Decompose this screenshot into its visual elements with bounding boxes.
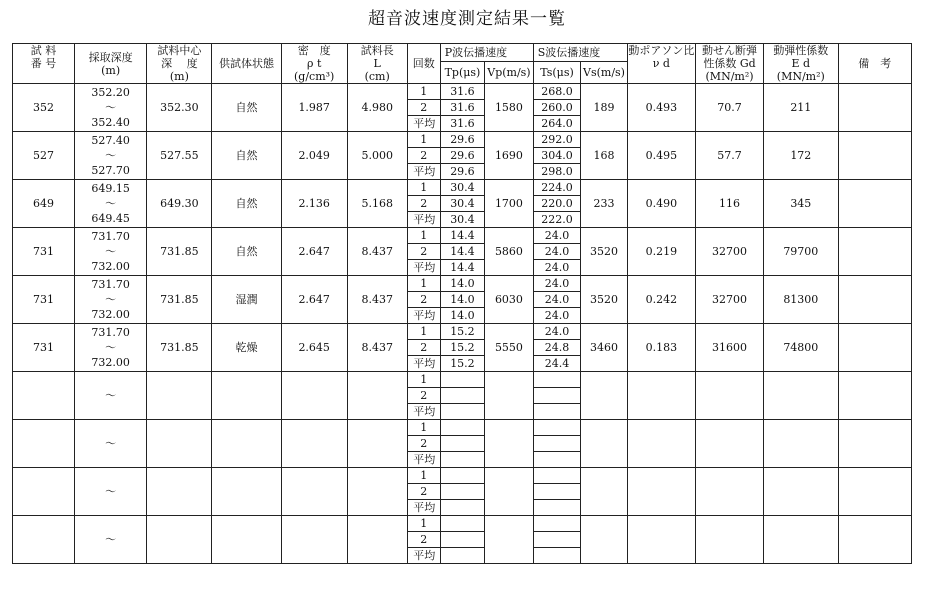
elastic-modulus-cell [764,420,838,468]
tp-cell [440,452,484,468]
condition-cell [212,516,281,564]
depth-range-cell [74,468,146,516]
table-row [13,132,912,148]
count-cell: 1 [407,276,440,292]
header-count: 回数 [407,44,440,84]
sample-no-cell [13,516,75,564]
remarks-cell [838,276,911,324]
vs-cell [581,468,628,516]
tp-cell: 14.0 [440,276,484,292]
count-cell: 2 [407,484,440,500]
depth-tilde: ～ [105,389,117,402]
condition-cell [212,420,281,468]
condition-cell [212,372,281,420]
condition-cell: 自然 [212,84,281,132]
tp-cell: 15.2 [440,356,484,372]
shear-modulus-cell [695,372,763,420]
header-vs: Vs(m/s) [581,62,628,84]
center-depth-cell [147,420,212,468]
count-cell: 平均 [407,212,440,228]
tp-cell [440,372,484,388]
tp-cell: 31.6 [440,116,484,132]
vp-cell [485,420,534,468]
ts-cell [533,468,581,484]
sample-no-cell: 527 [13,132,75,180]
depth-top: 731.70 [91,326,130,339]
tp-cell [440,516,484,532]
count-cell: 1 [407,468,440,484]
center-depth-cell: 649.30 [147,180,212,228]
header-density: 密 度 ρ t (g/cm³) [281,44,347,84]
ts-cell [533,372,581,388]
ts-cell: 220.0 [533,196,581,212]
remarks-cell [838,132,911,180]
tp-cell: 15.2 [440,340,484,356]
depth-tilde: ～ [105,437,117,450]
vs-cell: 233 [581,180,628,228]
depth-tilde: ～ [105,485,117,498]
ts-cell: 224.0 [533,180,581,196]
vs-cell [581,516,628,564]
density-cell: 1.987 [281,84,347,132]
count-cell: 平均 [407,356,440,372]
count-cell: 1 [407,228,440,244]
depth-bottom: 732.00 [91,308,130,321]
depth-range-cell [74,324,146,372]
sample-no-cell: 649 [13,180,75,228]
tp-cell: 30.4 [440,212,484,228]
depth-top: 527.40 [91,134,130,147]
count-cell: 1 [407,516,440,532]
table-header [13,44,912,84]
sample-no-cell [13,372,75,420]
table-row [13,468,912,484]
header-s-wave: S波伝播速度 [533,44,627,62]
elastic-modulus-cell: 81300 [764,276,838,324]
count-cell: 1 [407,324,440,340]
depth-bottom: 732.00 [91,260,130,273]
elastic-modulus-cell [764,372,838,420]
depth-range-cell [74,132,146,180]
center-depth-cell [147,372,212,420]
poisson-cell: 0.493 [627,84,695,132]
elastic-modulus-cell: 74800 [764,324,838,372]
header-shear-modulus: 動せん断弾 性係数 Gd (MN/m²) [695,44,763,84]
tp-cell [440,500,484,516]
poisson-cell [627,372,695,420]
table-row [13,324,912,340]
depth-top: 731.70 [91,278,130,291]
header-tp: Tp(μs) [440,62,484,84]
depth-top: 352.20 [91,86,130,99]
center-depth-cell: 352.30 [147,84,212,132]
condition-cell: 自然 [212,228,281,276]
vs-cell: 168 [581,132,628,180]
depth-tilde: ～ [105,293,117,306]
length-cell [347,516,407,564]
vs-cell: 3520 [581,276,628,324]
depth-range-cell [74,228,146,276]
shear-modulus-cell: 70.7 [695,84,763,132]
sample-no-cell: 731 [13,276,75,324]
sample-no-cell [13,420,75,468]
poisson-cell: 0.495 [627,132,695,180]
header-length: 試料長 L (cm) [347,44,407,84]
count-cell: 2 [407,244,440,260]
vs-cell: 3460 [581,324,628,372]
ts-cell: 304.0 [533,148,581,164]
elastic-modulus-cell: 345 [764,180,838,228]
depth-range-cell [74,180,146,228]
ts-cell [533,452,581,468]
remarks-cell [838,180,911,228]
shear-modulus-cell: 32700 [695,276,763,324]
depth-bottom: 527.70 [91,164,130,177]
tp-cell: 14.0 [440,308,484,324]
header-remarks: 備 考 [838,44,911,84]
density-cell: 2.136 [281,180,347,228]
density-cell: 2.049 [281,132,347,180]
depth-tilde: ～ [105,533,117,546]
table-row [13,276,912,292]
vp-cell: 1580 [485,84,534,132]
center-depth-cell: 731.85 [147,276,212,324]
count-cell: 2 [407,148,440,164]
center-depth-cell: 731.85 [147,228,212,276]
remarks-cell [838,516,911,564]
poisson-cell: 0.183 [627,324,695,372]
depth-tilde: ～ [105,245,117,258]
length-cell: 4.980 [347,84,407,132]
count-cell: 2 [407,196,440,212]
ts-cell [533,436,581,452]
count-cell: 平均 [407,260,440,276]
count-cell: 1 [407,132,440,148]
vp-cell: 1690 [485,132,534,180]
vp-cell [485,468,534,516]
ts-cell [533,500,581,516]
tp-cell [440,404,484,420]
shear-modulus-cell: 116 [695,180,763,228]
tp-cell: 31.6 [440,84,484,100]
tp-cell: 15.2 [440,324,484,340]
shear-modulus-cell [695,468,763,516]
ts-cell [533,484,581,500]
depth-range-cell [74,372,146,420]
length-cell: 8.437 [347,324,407,372]
poisson-cell: 0.219 [627,228,695,276]
ts-cell [533,388,581,404]
density-cell: 2.647 [281,228,347,276]
ts-cell: 298.0 [533,164,581,180]
table-row [13,420,912,436]
density-cell [281,420,347,468]
center-depth-cell: 731.85 [147,324,212,372]
density-cell: 2.647 [281,276,347,324]
condition-cell [212,468,281,516]
length-cell: 8.437 [347,228,407,276]
shear-modulus-cell [695,420,763,468]
ts-cell: 260.0 [533,100,581,116]
vp-cell: 5860 [485,228,534,276]
header-ts: Ts(μs) [533,62,581,84]
center-depth-cell [147,468,212,516]
count-cell: 1 [407,180,440,196]
ts-cell: 24.0 [533,244,581,260]
tp-cell: 30.4 [440,180,484,196]
ts-cell [533,532,581,548]
table-row [13,180,912,196]
length-cell [347,468,407,516]
vp-cell: 6030 [485,276,534,324]
depth-tilde: ～ [105,341,117,354]
tp-cell: 29.6 [440,132,484,148]
ts-cell: 24.8 [533,340,581,356]
elastic-modulus-cell: 211 [764,84,838,132]
sample-no-cell: 731 [13,324,75,372]
count-cell: 平均 [407,452,440,468]
ts-cell: 264.0 [533,116,581,132]
depth-top: 649.15 [91,182,130,195]
length-cell: 8.437 [347,276,407,324]
condition-cell: 自然 [212,132,281,180]
density-cell [281,372,347,420]
count-cell: 2 [407,388,440,404]
length-cell: 5.000 [347,132,407,180]
ts-cell: 292.0 [533,132,581,148]
vp-cell: 5550 [485,324,534,372]
tp-cell: 14.4 [440,228,484,244]
vs-cell: 189 [581,84,628,132]
count-cell: 2 [407,292,440,308]
length-cell: 5.168 [347,180,407,228]
count-cell: 平均 [407,548,440,564]
remarks-cell [838,468,911,516]
count-cell: 平均 [407,308,440,324]
elastic-modulus-cell [764,516,838,564]
tp-cell: 14.4 [440,260,484,276]
ts-cell: 24.0 [533,228,581,244]
depth-tilde: ～ [105,149,117,162]
tp-cell: 29.6 [440,164,484,180]
tp-cell: 31.6 [440,100,484,116]
remarks-cell [838,420,911,468]
depth-range-cell [74,84,146,132]
ts-cell [533,420,581,436]
vp-cell [485,372,534,420]
tp-cell: 14.0 [440,292,484,308]
depth-range-cell [74,420,146,468]
remarks-cell [838,84,911,132]
tp-cell: 29.6 [440,148,484,164]
ts-cell: 24.0 [533,308,581,324]
table-body [13,84,912,564]
length-cell [347,420,407,468]
depth-tilde: ～ [105,101,117,114]
depth-bottom: 352.40 [91,116,130,129]
tp-cell [440,484,484,500]
elastic-modulus-cell: 172 [764,132,838,180]
header-center-depth: 試料中心 深 度 (m) [147,44,212,84]
depth-range-cell [74,276,146,324]
depth-tilde: ～ [105,197,117,210]
vs-cell [581,372,628,420]
ts-cell: 268.0 [533,84,581,100]
header-elastic-modulus: 動弾性係数 E d (MN/m²) [764,44,838,84]
count-cell: 1 [407,84,440,100]
header-sample-no: 試 料 番 号 [13,44,75,84]
tp-cell [440,468,484,484]
center-depth-cell: 527.55 [147,132,212,180]
remarks-cell [838,324,911,372]
tp-cell: 30.4 [440,196,484,212]
count-cell: 平均 [407,404,440,420]
vp-cell [485,516,534,564]
count-cell: 平均 [407,116,440,132]
ts-cell [533,404,581,420]
tp-cell [440,420,484,436]
ts-cell: 24.0 [533,276,581,292]
header-poisson: 動ポアソン比 ν d [627,44,695,84]
poisson-cell [627,468,695,516]
header-depth: 採取深度 (m) [74,44,146,84]
density-cell: 2.645 [281,324,347,372]
count-cell: 平均 [407,500,440,516]
vs-cell: 3520 [581,228,628,276]
count-cell: 2 [407,100,440,116]
tp-cell [440,388,484,404]
shear-modulus-cell: 31600 [695,324,763,372]
ts-cell: 24.0 [533,260,581,276]
table-row [13,84,912,100]
shear-modulus-cell: 32700 [695,228,763,276]
remarks-cell [838,228,911,276]
ts-cell: 24.4 [533,356,581,372]
count-cell: 1 [407,420,440,436]
sample-no-cell [13,468,75,516]
density-cell [281,516,347,564]
header-vp: Vp(m/s) [485,62,534,84]
shear-modulus-cell: 57.7 [695,132,763,180]
remarks-cell [838,372,911,420]
center-depth-cell [147,516,212,564]
tp-cell [440,436,484,452]
poisson-cell: 0.490 [627,180,695,228]
ts-cell: 222.0 [533,212,581,228]
depth-top: 731.70 [91,230,130,243]
sample-no-cell: 352 [13,84,75,132]
poisson-cell: 0.242 [627,276,695,324]
results-table [12,43,912,564]
ts-cell [533,548,581,564]
tp-cell [440,548,484,564]
table-row [13,372,912,388]
table-row [13,228,912,244]
poisson-cell [627,516,695,564]
condition-cell: 自然 [212,180,281,228]
header-condition: 供試体状態 [212,44,281,84]
sample-no-cell: 731 [13,228,75,276]
poisson-cell [627,420,695,468]
tp-cell [440,532,484,548]
depth-range-cell [74,516,146,564]
count-cell: 1 [407,372,440,388]
condition-cell: 湿潤 [212,276,281,324]
table-row [13,516,912,532]
ts-cell: 24.0 [533,324,581,340]
length-cell [347,372,407,420]
shear-modulus-cell [695,516,763,564]
depth-bottom: 649.45 [91,212,130,225]
header-p-wave: P波伝播速度 [440,44,533,62]
vs-cell [581,420,628,468]
ts-cell: 24.0 [533,292,581,308]
count-cell: 2 [407,340,440,356]
depth-bottom: 732.00 [91,356,130,369]
density-cell [281,468,347,516]
ts-cell [533,516,581,532]
count-cell: 平均 [407,164,440,180]
count-cell: 2 [407,532,440,548]
condition-cell: 乾燥 [212,324,281,372]
count-cell: 2 [407,436,440,452]
vp-cell: 1700 [485,180,534,228]
page-title: 超音波速度測定結果一覧 [368,9,566,29]
elastic-modulus-cell: 79700 [764,228,838,276]
elastic-modulus-cell [764,468,838,516]
tp-cell: 14.4 [440,244,484,260]
